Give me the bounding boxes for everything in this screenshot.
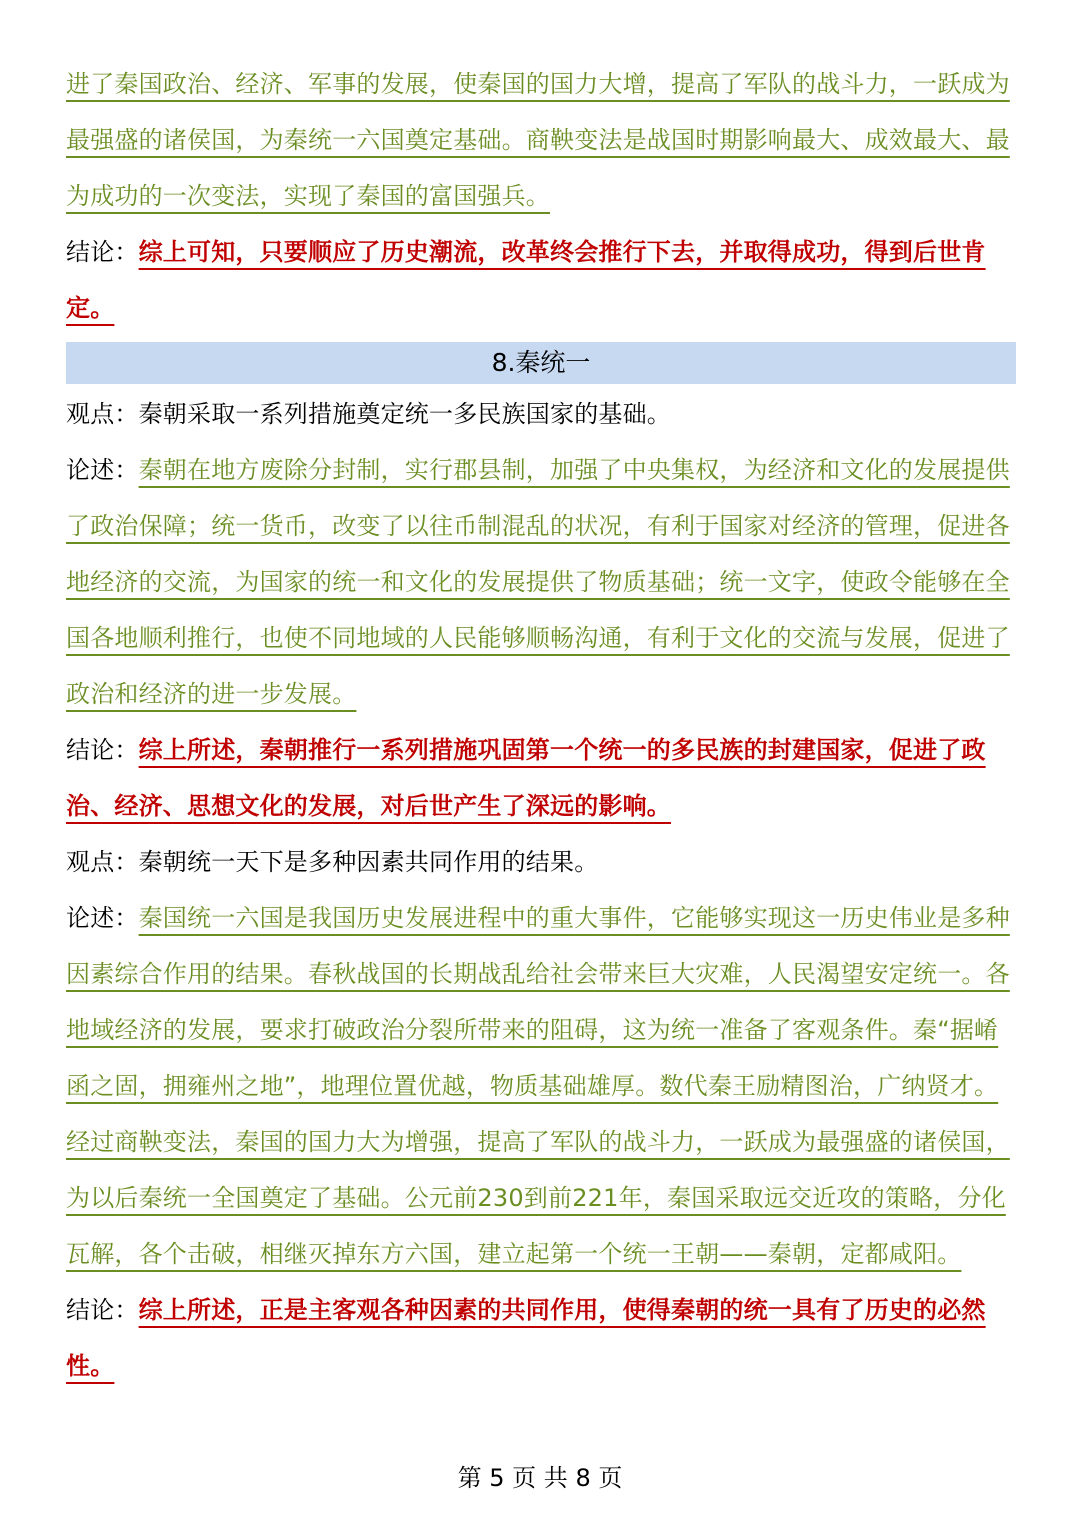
argument-label: 论述： xyxy=(66,456,139,484)
conclusion-text: 综上所述，正是主客观各种因素的共同作用，使得秦朝的统一具有了历史的必然性。 xyxy=(66,1296,986,1380)
viewpoint-label: 观点： xyxy=(66,848,139,876)
argument-paragraph xyxy=(66,442,1016,722)
argument-paragraph xyxy=(66,890,1016,1282)
argument-text: 秦国统一六国是我国历史发展进程中的重大事件，它能够实现这一历史伟业是多种因素综合作用的结果。春秋战国的长期战乱给社会带来巨大灾难，人民渴望安定统一。各地域经济的发展，要求打破政治分裂所带来的阻碍，这为统一准备了客观条件。秦“据崤函之固，拥雍州之地”，地理位置优越，物质基础雄厚。数代秦王励精图治，广纳贤才。经过商鞅变法，秦国的国力大为增强，提高了军队的战斗力，一跃成为最强盛的诸侯国，为以后秦统一全国奠定了基础。公元前230到前221年，秦国采取远交近攻的策略，分化瓦解，各个击破，相继灭掉东方六国，建立起第一个统一王朝——秦朝，定都咸阳。 xyxy=(66,904,1010,1268)
argument-text: 秦朝在地方废除分封制，实行郡县制，加强了中央集权，为经济和文化的发展提供了政治保障；统一货币，改变了以往币制混乱的状况，有利于国家对经济的管理，促进各地经济的交流，为国家的统一和文化的发展提供了物质基础；统一文字，使政令能够在全国各地顺利推行，也使不同地域的人民能够顺畅沟通，有利于文化的交流与发展，促进了政治和经济的进一步发展。 xyxy=(66,456,1010,708)
page-number: 第 5 页 共 8 页 xyxy=(457,1464,623,1492)
viewpoint-label: 观点： xyxy=(66,400,139,428)
conclusion-label: 结论： xyxy=(66,736,139,764)
argument-label: 论述： xyxy=(66,904,139,932)
conclusion-label: 结论： xyxy=(66,238,139,266)
conclusion-paragraph xyxy=(66,722,1016,834)
viewpoint-paragraph xyxy=(66,834,1016,890)
document-page xyxy=(66,56,1016,1394)
intro-conclusion-paragraph xyxy=(66,224,1016,336)
section-header: 8.秦统一 xyxy=(66,342,1016,384)
conclusion-paragraph xyxy=(66,1282,1016,1394)
conclusion-text: 综上所述，秦朝推行一系列措施巩固第一个统一的多民族的封建国家，促进了政治、经济、思想文化的发展，对后世产生了深远的影响。 xyxy=(66,736,986,820)
conclusion-label: 结论： xyxy=(66,1296,139,1324)
viewpoint-text: 秦朝采取一系列措施奠定统一多民族国家的基础。 xyxy=(138,400,672,428)
intro-argument-text: 进了秦国政治、经济、军事的发展，使秦国的国力大增，提高了军队的战斗力，一跃成为最强盛的诸侯国，为秦统一六国奠定基础。商鞅变法是战国时期影响最大、成效最大、最为成功的一次变法，实现了秦国的富国强兵。 xyxy=(66,70,1010,210)
conclusion-text: 综上可知，只要顺应了历史潮流，改革终会推行下去，并取得成功，得到后世肯定。 xyxy=(66,238,986,322)
intro-argument-paragraph xyxy=(66,56,1016,224)
viewpoint-paragraph xyxy=(66,386,1016,442)
viewpoint-text: 秦朝统一天下是多种因素共同作用的结果。 xyxy=(138,848,599,876)
